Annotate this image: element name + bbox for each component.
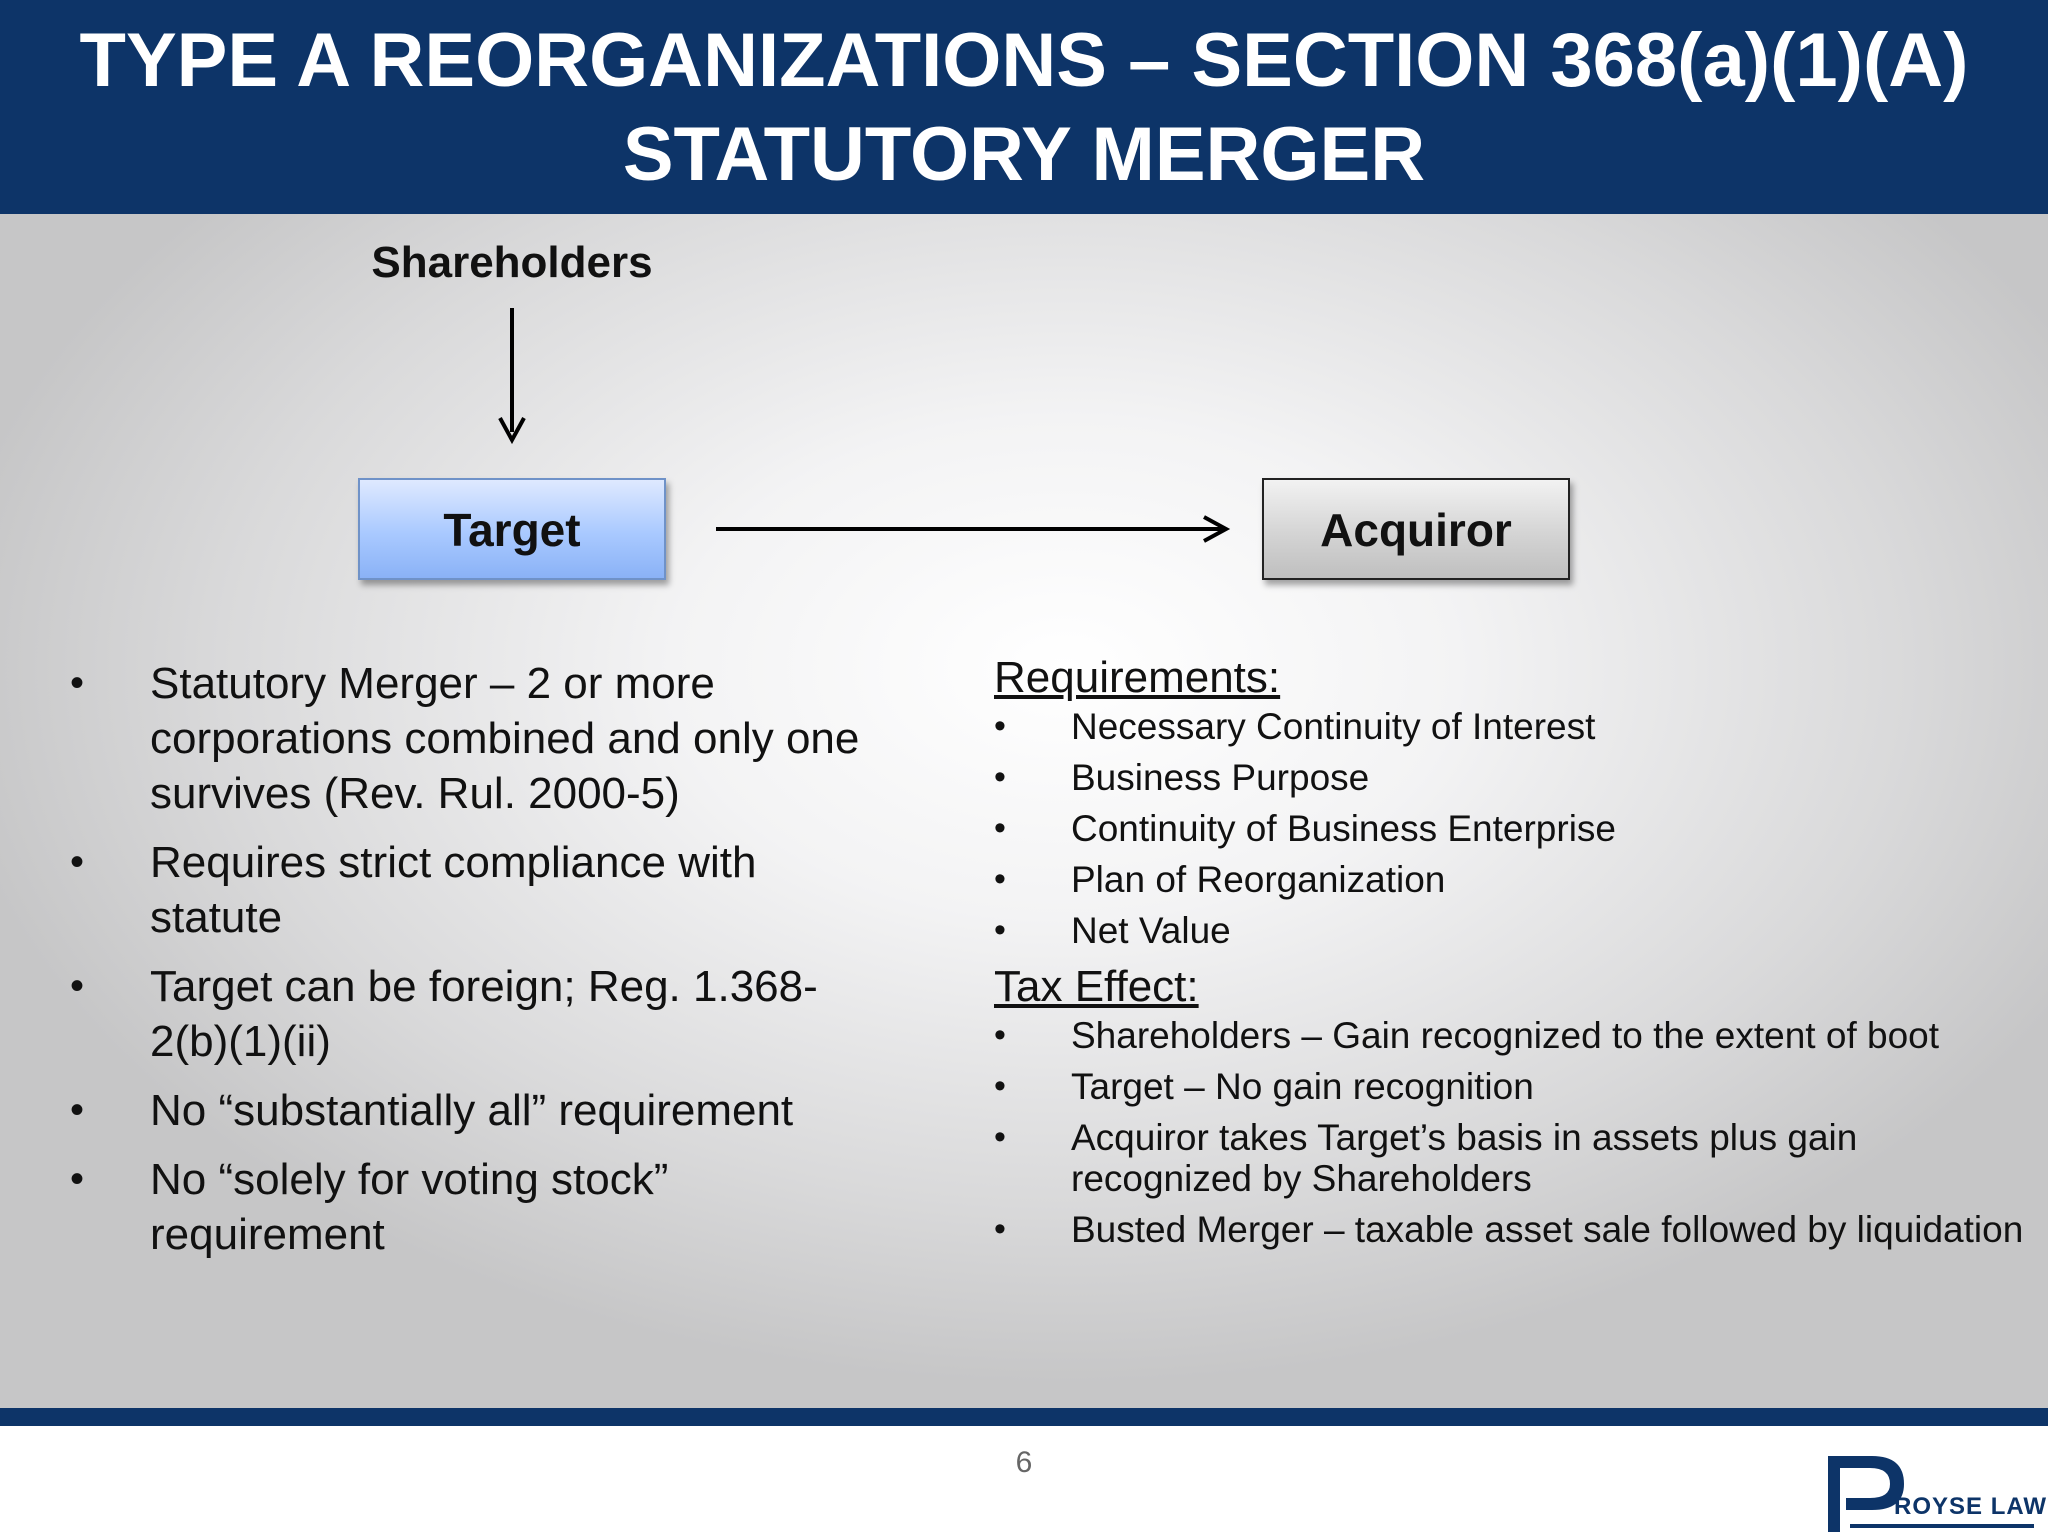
bullet-icon: • [994,911,1006,949]
slide-footer [0,1426,2048,1536]
footer-divider-bar [0,1408,2048,1426]
list-item [70,959,870,1069]
list-item [70,1083,870,1138]
requirements-list [994,706,2034,951]
slide-header [0,0,2048,214]
list-item [994,1209,2034,1250]
bullet-icon: • [70,1088,85,1132]
list-item [994,1066,2034,1107]
tax-effect-list [994,1015,2034,1250]
bullet-icon: • [70,661,85,705]
slide-title-line-2: STATUTORY MERGER [622,112,1426,197]
list-item-text: Target can be foreign; Reg. 1.368-2(b)(1)(ii) [150,962,818,1066]
acquiror-box: Acquiror [1262,478,1570,580]
bullet-icon: • [994,1118,1006,1156]
list-item [70,656,870,821]
list-item [994,859,2034,900]
bullet-icon: • [70,840,85,884]
bullet-icon: • [994,1067,1006,1105]
royse-law-logo-icon [1826,1450,2036,1534]
list-item-text: Necessary Continuity of Interest [1071,706,1596,747]
merger-characteristics-list [70,656,870,1276]
list-item [70,835,870,945]
list-item [70,1152,870,1262]
list-item [994,1117,2034,1199]
list-item-text: Statutory Merger – 2 or more corporations combined and only one survives (Rev. Rul. 2000-5) [150,659,860,818]
list-item-text: No “substantially all” requirement [150,1086,794,1135]
shareholders-label: Shareholders [371,238,653,287]
bullet-icon: • [994,809,1006,847]
list-item-text: Continuity of Business Enterprise [1071,808,1616,849]
requirements-heading: Requirements: [994,653,1281,702]
list-item [994,808,2034,849]
list-item-text: No “solely for voting stock” requirement [150,1155,669,1259]
tax-effect-heading: Tax Effect: [994,962,1199,1011]
list-item-text: Busted Merger – taxable asset sale followed by liquidation [1071,1209,2024,1250]
list-item-text: Business Purpose [1071,757,1370,798]
list-item-text: Requires strict compliance with statute [150,838,757,942]
bullet-icon: • [994,1016,1006,1054]
list-item [994,757,2034,798]
bullet-icon: • [70,1157,85,1201]
slide-title-line-1: TYPE A REORGANIZATIONS – SECTION 368(a)(1)(A) [79,18,1969,103]
bullet-icon: • [994,707,1006,745]
bullet-icon: • [994,1210,1006,1248]
bullet-icon: • [994,860,1006,898]
bullet-icon: • [70,964,85,1008]
list-item-text: Acquiror takes Target’s basis in assets plus gain recognized by Shareholders [1071,1117,1858,1199]
logo-text: ROYSE LAW [1894,1493,2048,1520]
list-item-text: Net Value [1071,910,1231,951]
target-box: Target [358,478,666,580]
page-number: 6 [1015,1446,1033,1479]
list-item [994,706,2034,747]
list-item-text: Shareholders – Gain recognized to the extent of boot [1071,1015,1940,1056]
list-item-text: Target – No gain recognition [1071,1066,1534,1107]
requirements-and-tax-effect [994,652,2034,1260]
list-item [994,1015,2034,1056]
list-item [994,910,2034,951]
bullet-icon: • [994,758,1006,796]
list-item-text: Plan of Reorganization [1071,859,1446,900]
